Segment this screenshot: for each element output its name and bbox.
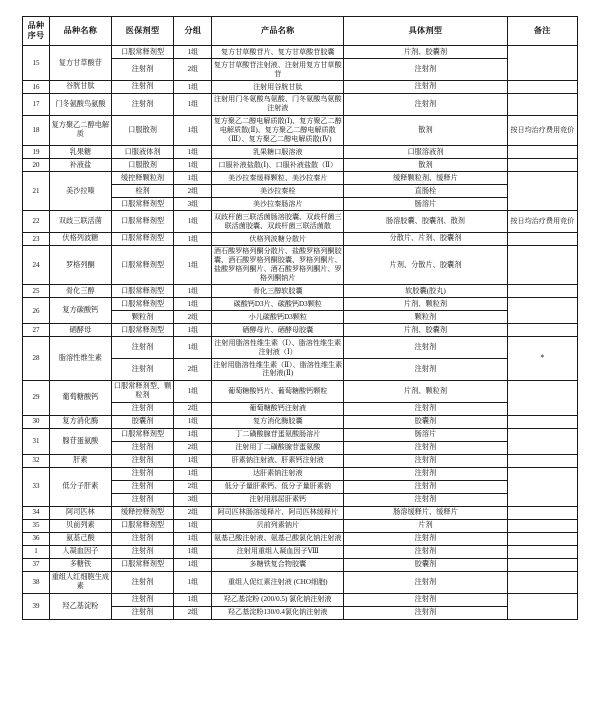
cell-product-name: 美沙拉秦缓释颗粒、美沙拉秦片	[212, 172, 344, 185]
cell-product-name: 注射用重组人凝血因子Ⅷ	[212, 545, 344, 558]
cell-note	[507, 415, 577, 428]
cell-group: 2组	[174, 606, 212, 619]
cell-note	[507, 454, 577, 467]
cell-group: 1组	[174, 115, 212, 146]
cell-group: 1组	[174, 380, 212, 402]
cell-specific-form: 片剂、胶囊剂	[344, 324, 507, 337]
cell-variety-name: 硒酵母	[50, 324, 112, 337]
cell-group: 1组	[174, 298, 212, 311]
cell-product-name: 注射用那屈肝素钙	[212, 493, 344, 506]
table-row	[23, 337, 578, 359]
cell-specific-form: 注射剂	[344, 493, 507, 506]
cell-specific-form: 注射剂	[344, 606, 507, 619]
cell-product-name: 复方消化酶胶囊	[212, 415, 344, 428]
cell-group: 1组	[174, 172, 212, 185]
cell-specific-form: 散剂	[344, 115, 507, 146]
table-row	[23, 519, 578, 532]
cell-specific-form: 注射剂	[344, 337, 507, 359]
cell-specific-form: 直肠栓	[344, 185, 507, 198]
cell-specific-form: 胶囊剂	[344, 415, 507, 428]
column-header-group: 分组	[174, 17, 212, 46]
cell-group: 2组	[174, 402, 212, 415]
cell-seq: 39	[23, 593, 50, 619]
cell-specific-form: 注射剂	[344, 359, 507, 381]
cell-group: 3组	[174, 493, 212, 506]
cell-group: 1组	[174, 324, 212, 337]
cell-seq: 20	[23, 159, 50, 172]
cell-insurance-form: 口服常释剂型	[111, 558, 174, 571]
cell-seq: 35	[23, 519, 50, 532]
cell-group: 1组	[174, 467, 212, 480]
cell-insurance-form: 口服常释剂型、颗粒剂	[111, 380, 174, 402]
table-row	[23, 593, 578, 606]
cell-insurance-form: 注射剂	[111, 480, 174, 493]
cell-insurance-form: 注射剂	[111, 593, 174, 606]
cell-group: 1组	[174, 558, 212, 571]
cell-group: 1组	[174, 159, 212, 172]
cell-group: 1组	[174, 285, 212, 298]
column-header-insurance-form: 医保剂型	[111, 17, 174, 46]
cell-note	[507, 146, 577, 159]
cell-note: 按日均治疗费用竞价	[507, 211, 577, 233]
cell-product-name: 贝前列素钠片	[212, 519, 344, 532]
cell-specific-form: 肠溶缓释片、缓释片	[344, 506, 507, 519]
cell-note	[507, 159, 577, 172]
cell-insurance-form: 口服液体剂	[111, 146, 174, 159]
cell-group: 1组	[174, 245, 212, 284]
cell-product-name: 小儿碳酸钙D3颗粒	[212, 311, 344, 324]
cell-variety-name: 复方甘草酸苷	[50, 46, 112, 81]
cell-variety-name: 人凝血因子	[50, 545, 112, 558]
cell-group: 2组	[174, 311, 212, 324]
cell-variety-name: 阿司匹林	[50, 506, 112, 519]
cell-specific-form: 散剂	[344, 159, 507, 172]
cell-product-name: 达肝素钠注射液	[212, 467, 344, 480]
cell-seq: 19	[23, 146, 50, 159]
table-row	[23, 506, 578, 519]
table-row	[23, 159, 578, 172]
cell-variety-name: 葡萄糖酸钙	[50, 380, 112, 415]
drug-catalog-sheet	[22, 16, 578, 620]
cell-note	[507, 245, 577, 284]
cell-note	[507, 558, 577, 571]
column-header-seq-line1: 品种	[27, 21, 45, 30]
cell-note	[507, 519, 577, 532]
cell-specific-form: 肠溶胶囊、胶囊剂、散剂	[344, 211, 507, 233]
cell-note	[507, 593, 577, 619]
drug-catalog-table	[22, 16, 578, 620]
cell-product-name: 丁二磺酸腺苷蛋氨酸肠溶片	[212, 428, 344, 441]
table-row	[23, 415, 578, 428]
cell-insurance-form: 注射剂	[111, 454, 174, 467]
cell-note	[507, 285, 577, 298]
table-row	[23, 545, 578, 558]
cell-variety-name: 脂溶性维生素	[50, 337, 112, 380]
cell-insurance-form: 口服常释剂型	[111, 324, 174, 337]
cell-seq: 26	[23, 298, 50, 324]
table-row	[23, 146, 578, 159]
cell-specific-form: 注射剂	[344, 454, 507, 467]
cell-specific-form: 注射剂	[344, 532, 507, 545]
cell-product-name: 阿司匹林肠溶缓释片、阿司匹林缓释片	[212, 506, 344, 519]
cell-variety-name: 双歧三联活菌	[50, 211, 112, 233]
cell-note	[507, 532, 577, 545]
cell-group: 1组	[174, 337, 212, 359]
cell-specific-form: 分散片、片剂、胶囊剂	[344, 232, 507, 245]
cell-group: 2组	[174, 185, 212, 198]
cell-group: 1组	[174, 571, 212, 593]
cell-product-name: 多糖铁复合物胶囊	[212, 558, 344, 571]
table-row	[23, 211, 578, 233]
table-row	[23, 46, 578, 59]
table-row	[23, 467, 578, 480]
cell-seq: 24	[23, 245, 50, 284]
cell-variety-name: 肝素	[50, 454, 112, 467]
cell-insurance-form: 口服常释剂型	[111, 519, 174, 532]
cell-seq: 37	[23, 558, 50, 571]
table-row	[23, 454, 578, 467]
cell-product-name: 重组人促红素注射液 (CHO细胞)	[212, 571, 344, 593]
cell-seq: 33	[23, 467, 50, 506]
cell-product-name: 注射用门冬氨酸鸟氨酸、门冬氨酸鸟氨酸注射液	[212, 93, 344, 115]
cell-variety-name: 美沙拉嗪	[50, 172, 112, 211]
cell-seq: 28	[23, 337, 50, 380]
cell-insurance-form: 缓释控释剂型	[111, 506, 174, 519]
cell-insurance-form: 注射剂	[111, 93, 174, 115]
cell-insurance-form: 注射剂	[111, 80, 174, 93]
cell-seq: 38	[23, 571, 50, 593]
cell-insurance-form: 颗粒剂	[111, 311, 174, 324]
cell-insurance-form: 口服常释剂型	[111, 232, 174, 245]
cell-group: 2组	[174, 59, 212, 81]
cell-insurance-form: 注射剂	[111, 359, 174, 381]
table-row	[23, 245, 578, 284]
cell-group: 2组	[174, 480, 212, 493]
cell-group: 1组	[174, 532, 212, 545]
cell-note	[507, 80, 577, 93]
cell-note: 按日均治疗费用竞价	[507, 115, 577, 146]
cell-seq: 27	[23, 324, 50, 337]
cell-note	[507, 93, 577, 115]
cell-specific-form: 注射剂	[344, 441, 507, 454]
cell-note	[507, 380, 577, 415]
cell-specific-form: 片剂、胶囊剂	[344, 46, 507, 59]
cell-product-name: 碳酸钙D3片、碳酸钙D3颗粒	[212, 298, 344, 311]
cell-specific-form: 肠溶片	[344, 198, 507, 211]
cell-insurance-form: 口服常释剂型	[111, 245, 174, 284]
cell-variety-name: 乳果糖	[50, 146, 112, 159]
cell-specific-form: 软胶囊(胶丸)	[344, 285, 507, 298]
cell-insurance-form: 口服常释剂型	[111, 428, 174, 441]
cell-product-name: 注射用脂溶性维生素（Ⅱ）、脂溶性维生素注射液(Ⅱ)	[212, 359, 344, 381]
cell-specific-form: 片剂	[344, 519, 507, 532]
cell-product-name: 氨基己酸注射液、氨基己酸氯化钠注射液	[212, 532, 344, 545]
cell-seq: 18	[23, 115, 50, 146]
cell-seq: 21	[23, 172, 50, 211]
cell-note	[507, 467, 577, 506]
table-row	[23, 298, 578, 311]
table-row	[23, 80, 578, 93]
cell-product-name: 葡萄糖酸钙片、葡萄糖酸钙颗粒	[212, 380, 344, 402]
column-header-seq-line2: 序号	[27, 31, 45, 41]
cell-specific-form: 颗粒剂	[344, 311, 507, 324]
cell-product-name: 骨化三醇软胶囊	[212, 285, 344, 298]
cell-product-name: 乳果糖口服溶液	[212, 146, 344, 159]
cell-seq: 17	[23, 93, 50, 115]
cell-variety-name: 骨化三醇	[50, 285, 112, 298]
cell-group: 1组	[174, 93, 212, 115]
cell-insurance-form: 口服常释剂型	[111, 46, 174, 59]
cell-note	[507, 172, 577, 211]
cell-specific-form: 注射剂	[344, 467, 507, 480]
cell-insurance-form: 注射剂	[111, 545, 174, 558]
cell-insurance-form: 注射剂	[111, 493, 174, 506]
cell-product-name: 口服补液盐散(Ⅰ)、口服补液盐散（Ⅱ）	[212, 159, 344, 172]
cell-specific-form: 注射剂	[344, 545, 507, 558]
cell-insurance-form: 注射剂	[111, 571, 174, 593]
cell-seq: 29	[23, 380, 50, 415]
table-row	[23, 558, 578, 571]
cell-note	[507, 232, 577, 245]
column-header-name: 品种名称	[50, 17, 112, 46]
cell-insurance-form: 口服常释剂型	[111, 285, 174, 298]
cell-specific-form: 注射剂	[344, 571, 507, 593]
table-row	[23, 324, 578, 337]
cell-variety-name: 氨基己酸	[50, 532, 112, 545]
cell-group: 1组	[174, 232, 212, 245]
cell-group: 1组	[174, 428, 212, 441]
cell-specific-form: 缓释颗粒剂、缓释片	[344, 172, 507, 185]
cell-specific-form: 注射剂	[344, 480, 507, 493]
cell-product-name: 肝素钠注射液、肝素钙注射液	[212, 454, 344, 467]
table-row	[23, 172, 578, 185]
column-header-seq	[23, 17, 50, 46]
cell-insurance-form: 注射剂	[111, 441, 174, 454]
cell-note: *	[507, 337, 577, 380]
cell-seq: 16	[23, 80, 50, 93]
cell-group: 1组	[174, 146, 212, 159]
cell-specific-form: 片剂、分散片、胶囊剂	[344, 245, 507, 284]
cell-insurance-form: 注射剂	[111, 532, 174, 545]
cell-seq: 31	[23, 428, 50, 454]
cell-variety-name: 多糖铁	[50, 558, 112, 571]
cell-group: 2组	[174, 441, 212, 454]
cell-insurance-form: 注射剂	[111, 59, 174, 81]
cell-variety-name: 羟乙基淀粉	[50, 593, 112, 619]
cell-specific-form: 片剂、颗粒剂	[344, 380, 507, 402]
cell-group: 1组	[174, 545, 212, 558]
cell-seq: 30	[23, 415, 50, 428]
cell-group: 1组	[174, 519, 212, 532]
table-row	[23, 428, 578, 441]
cell-seq: 36	[23, 532, 50, 545]
cell-insurance-form: 注射剂	[111, 467, 174, 480]
cell-note	[507, 298, 577, 324]
cell-insurance-form: 胶囊剂	[111, 415, 174, 428]
cell-note	[507, 324, 577, 337]
table-row	[23, 93, 578, 115]
cell-insurance-form: 缓控释颗粒剂	[111, 172, 174, 185]
cell-specific-form: 口服溶液剂	[344, 146, 507, 159]
table-body	[23, 46, 578, 620]
cell-variety-name: 谷胱甘肽	[50, 80, 112, 93]
cell-product-name: 注射用脂溶性维生素（Ⅰ）、脂溶性维生素注射液（Ⅰ）	[212, 337, 344, 359]
cell-specific-form: 胶囊剂	[344, 558, 507, 571]
cell-product-name: 低分子量肝素钙、低分子量肝素钠	[212, 480, 344, 493]
table-header-row	[23, 17, 578, 46]
cell-insurance-form: 口服散剂	[111, 115, 174, 146]
cell-variety-name: 复方聚乙二醇电解质	[50, 115, 112, 146]
table-row	[23, 571, 578, 593]
cell-group: 2组	[174, 506, 212, 519]
cell-insurance-form: 栓剂	[111, 185, 174, 198]
cell-variety-name: 低分子肝素	[50, 467, 112, 506]
cell-variety-name: 重组人红细胞生成素	[50, 571, 112, 593]
cell-product-name: 伏格列波糖分散片	[212, 232, 344, 245]
cell-insurance-form: 注射剂	[111, 606, 174, 619]
cell-insurance-form: 注射剂	[111, 337, 174, 359]
cell-seq: 15	[23, 46, 50, 81]
cell-specific-form: 注射剂	[344, 59, 507, 81]
table-row	[23, 532, 578, 545]
cell-variety-name: 贝前列素	[50, 519, 112, 532]
cell-insurance-form: 口服常释剂型	[111, 298, 174, 311]
cell-group: 3组	[174, 198, 212, 211]
cell-specific-form: 注射剂	[344, 593, 507, 606]
cell-product-name: 硒酵母片、硒酵母胶囊	[212, 324, 344, 337]
cell-insurance-form: 口服常释剂型	[111, 211, 174, 233]
table-row	[23, 380, 578, 402]
cell-note	[507, 545, 577, 558]
cell-variety-name: 复方碳酸钙	[50, 298, 112, 324]
cell-seq: 32	[23, 454, 50, 467]
cell-variety-name: 腺苷蛋氨酸	[50, 428, 112, 454]
cell-insurance-form: 口服常释剂型	[111, 198, 174, 211]
table-row	[23, 285, 578, 298]
table-row	[23, 232, 578, 245]
cell-note	[507, 506, 577, 519]
cell-group: 1组	[174, 415, 212, 428]
table-header	[23, 17, 578, 46]
cell-product-name: 复方甘草酸苷片、复方甘草酸苷胶囊	[212, 46, 344, 59]
cell-note	[507, 46, 577, 81]
cell-product-name: 复方聚乙二醇电解质散(Ⅰ)、复方聚乙二醇电解质散(Ⅱ)、复方聚乙二醇电解质散（Ⅲ）、复方聚乙二醇电解质散(Ⅳ)	[212, 115, 344, 146]
cell-variety-name: 门冬氨酸鸟氨酸	[50, 93, 112, 115]
cell-group: 2组	[174, 359, 212, 381]
cell-group: 1组	[174, 454, 212, 467]
cell-specific-form: 注射剂	[344, 80, 507, 93]
cell-specific-form: 注射剂	[344, 402, 507, 415]
cell-group: 1组	[174, 46, 212, 59]
cell-product-name: 双歧杆菌三联活菌肠溶胶囊、双歧杆菌三联活菌胶囊、双歧杆菌三联活菌散	[212, 211, 344, 233]
cell-variety-name: 罗格列酮	[50, 245, 112, 284]
column-header-note: 备注	[507, 17, 577, 46]
cell-group: 1组	[174, 593, 212, 606]
cell-note	[507, 571, 577, 593]
cell-product-name: 美沙拉秦栓	[212, 185, 344, 198]
column-header-product-name: 产品名称	[212, 17, 344, 46]
cell-insurance-form: 口服散剂	[111, 159, 174, 172]
cell-variety-name: 伏格列波糖	[50, 232, 112, 245]
cell-variety-name: 复方消化酶	[50, 415, 112, 428]
cell-specific-form: 注射剂	[344, 93, 507, 115]
cell-group: 1组	[174, 211, 212, 233]
cell-note	[507, 428, 577, 454]
table-row	[23, 115, 578, 146]
cell-group: 1组	[174, 80, 212, 93]
cell-seq: 1	[23, 545, 50, 558]
cell-seq: 25	[23, 285, 50, 298]
cell-product-name: 复方甘草酸苷注射液、注射用复方甘草酸苷	[212, 59, 344, 81]
cell-product-name: 注射用丁二磺酸腺苷蛋氨酸	[212, 441, 344, 454]
cell-product-name: 美沙拉秦肠溶片	[212, 198, 344, 211]
cell-seq: 34	[23, 506, 50, 519]
cell-insurance-form: 注射剂	[111, 402, 174, 415]
cell-variety-name: 补液盐	[50, 159, 112, 172]
cell-product-name: 羟乙基淀粉 (200/0.5) 氯化钠注射液	[212, 593, 344, 606]
cell-seq: 22	[23, 211, 50, 233]
cell-product-name: 羟乙基淀粉130/0.4氯化钠注射液	[212, 606, 344, 619]
cell-product-name: 酒石酸罗格列酮分散片、盐酸罗格列酮胶囊、酒石酸罗格列酮胶囊、罗格列酮片、盐酸罗格列酮片、酒石酸罗格列酮片、罗格列酮钠片	[212, 245, 344, 284]
cell-product-name: 葡萄糖酸钙注射液	[212, 402, 344, 415]
cell-product-name: 注射用谷胱甘肽	[212, 80, 344, 93]
cell-specific-form: 肠溶片	[344, 428, 507, 441]
cell-seq: 23	[23, 232, 50, 245]
column-header-specific-form: 具体剂型	[344, 17, 507, 46]
cell-specific-form: 片剂、颗粒剂	[344, 298, 507, 311]
